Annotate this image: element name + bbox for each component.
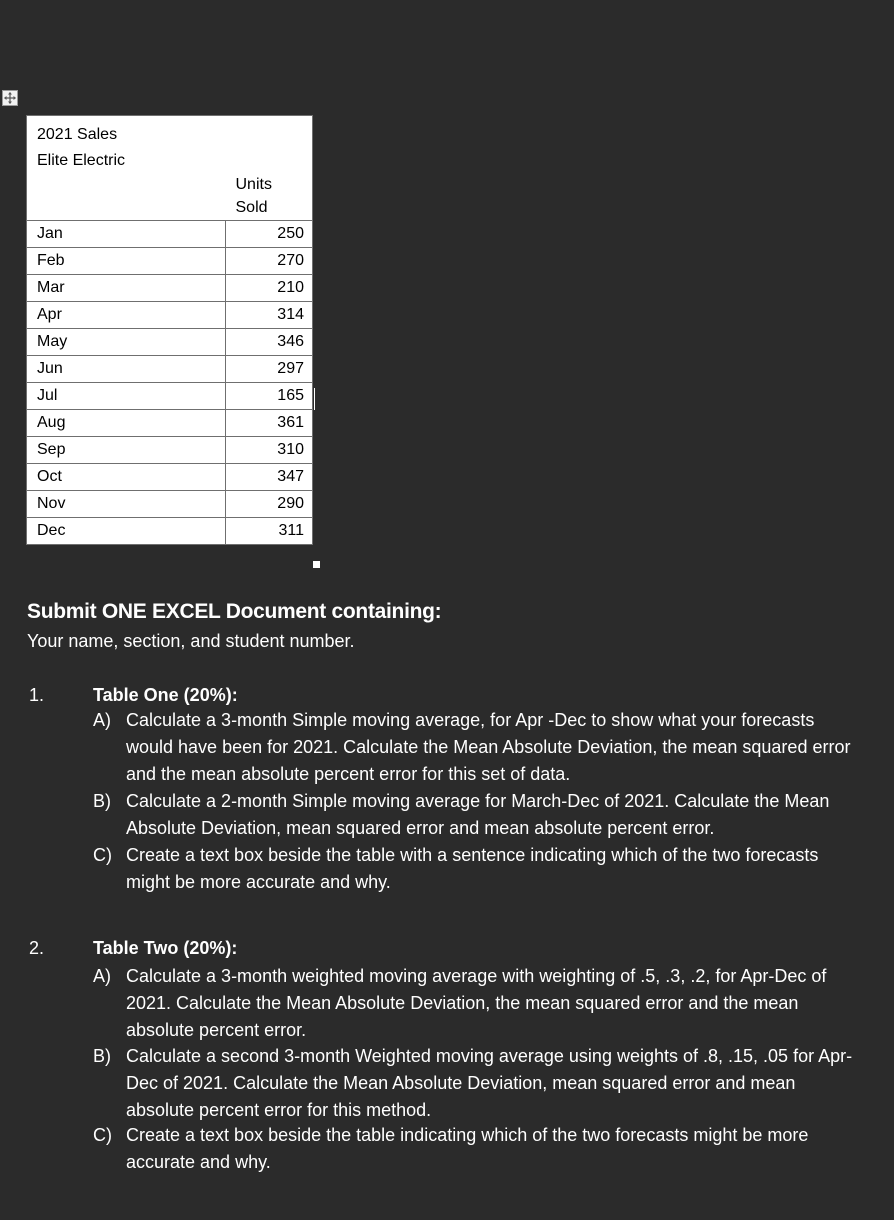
units-cell[interactable]: 165 (226, 383, 313, 410)
month-cell[interactable]: Nov (27, 491, 226, 518)
task-item-text: Create a text box beside the table indicating which of the two forecasts might be more accurate and why. (126, 1125, 809, 1172)
task-item (93, 788, 863, 842)
month-cell[interactable]: Dec (27, 518, 226, 545)
units-cell[interactable]: 314 (226, 302, 313, 329)
month-cell[interactable]: Aug (27, 410, 226, 437)
task-item-letter: B) (93, 791, 111, 811)
task-item-letter: C) (93, 845, 112, 865)
month-cell[interactable]: Sep (27, 437, 226, 464)
units-cell[interactable]: 347 (226, 464, 313, 491)
table-row (27, 383, 313, 410)
text-cursor (314, 388, 315, 410)
task-number: 2. (29, 938, 45, 958)
task-item (93, 1122, 863, 1176)
task-item-text: Create a text box beside the table with a sentence indicating which of the two forecasts might be more accurate and why. (126, 845, 819, 892)
task-title: Table Two (20%): (93, 938, 238, 958)
task-item (93, 1043, 863, 1124)
task-item-text: Calculate a 2-month Simple moving average for March-Dec of 2021. Calculate the Mean Absolute Deviation, mean squared error and mean absolute percent error. (126, 791, 830, 838)
task-item-letter: B) (93, 1046, 111, 1066)
units-cell[interactable]: 311 (226, 518, 313, 545)
table-move-handle-icon[interactable] (2, 90, 18, 106)
units-cell[interactable]: 250 (226, 221, 313, 248)
month-cell[interactable]: Mar (27, 275, 226, 302)
month-cell[interactable]: Apr (27, 302, 226, 329)
units-header-line1: Units (235, 176, 272, 193)
units-cell[interactable]: 297 (226, 356, 313, 383)
units-cell[interactable]: 210 (226, 275, 313, 302)
month-cell[interactable]: Oct (27, 464, 226, 491)
month-cell[interactable]: Jan (27, 221, 226, 248)
table-row (27, 437, 313, 464)
month-cell[interactable]: Feb (27, 248, 226, 275)
instructions-heading: Submit ONE EXCEL Document containing: (27, 600, 442, 623)
units-sold-header-cell[interactable] (226, 116, 313, 221)
task-item (93, 963, 863, 1044)
units-cell[interactable]: 270 (226, 248, 313, 275)
table-row (27, 302, 313, 329)
task-item-letter: C) (93, 1125, 112, 1145)
units-cell[interactable]: 361 (226, 410, 313, 437)
table-row (27, 275, 313, 302)
table-row (27, 248, 313, 275)
task-item (93, 842, 863, 896)
table-resize-handle[interactable] (313, 561, 320, 568)
task-title: Table One (20%): (93, 685, 238, 705)
table-row (27, 518, 313, 545)
units-header-line2: Sold (235, 199, 268, 216)
task-item (93, 707, 863, 788)
table-row (27, 491, 313, 518)
month-cell[interactable]: May (27, 329, 226, 356)
task-item-letter: A) (93, 966, 111, 986)
sales-table[interactable] (26, 115, 313, 545)
task-item-text: Calculate a second 3-month Weighted moving average using weights of .8, .15, .05 for Apr-Dec of 2021. Calculate the Mean Absolute Deviation, mean squared error and mean absolute percent error for this method. (126, 1046, 853, 1120)
table-row (27, 464, 313, 491)
table-row (27, 329, 313, 356)
sales-table-title: 2021 Sales (37, 126, 118, 143)
table-row (27, 221, 313, 248)
sales-table-title-cell[interactable] (27, 116, 226, 221)
sales-table-header-row (27, 116, 313, 221)
units-cell[interactable]: 346 (226, 329, 313, 356)
task-item-letter: A) (93, 710, 111, 730)
units-cell[interactable]: 290 (226, 491, 313, 518)
task-item-text: Calculate a 3-month weighted moving average with weighting of .5, .3, .2, for Apr-Dec of 2021. Calculate the Mean Absolute Deviation, the mean squared error and the mean absolute percent error. (126, 966, 827, 1040)
table-row (27, 356, 313, 383)
units-cell[interactable]: 310 (226, 437, 313, 464)
task-number: 1. (29, 685, 45, 705)
sales-table-company: Elite Electric (37, 152, 126, 169)
instructions-subline: Your name, section, and student number. (27, 631, 355, 651)
task-item-text: Calculate a 3-month Simple moving average, for Apr -Dec to show what your forecasts would have been for 2021. Calculate the Mean Absolute Deviation, the mean squared error and the mean absolute percent error for this set of data. (126, 710, 851, 784)
month-cell[interactable]: Jun (27, 356, 226, 383)
month-cell[interactable]: Jul (27, 383, 226, 410)
table-row (27, 410, 313, 437)
